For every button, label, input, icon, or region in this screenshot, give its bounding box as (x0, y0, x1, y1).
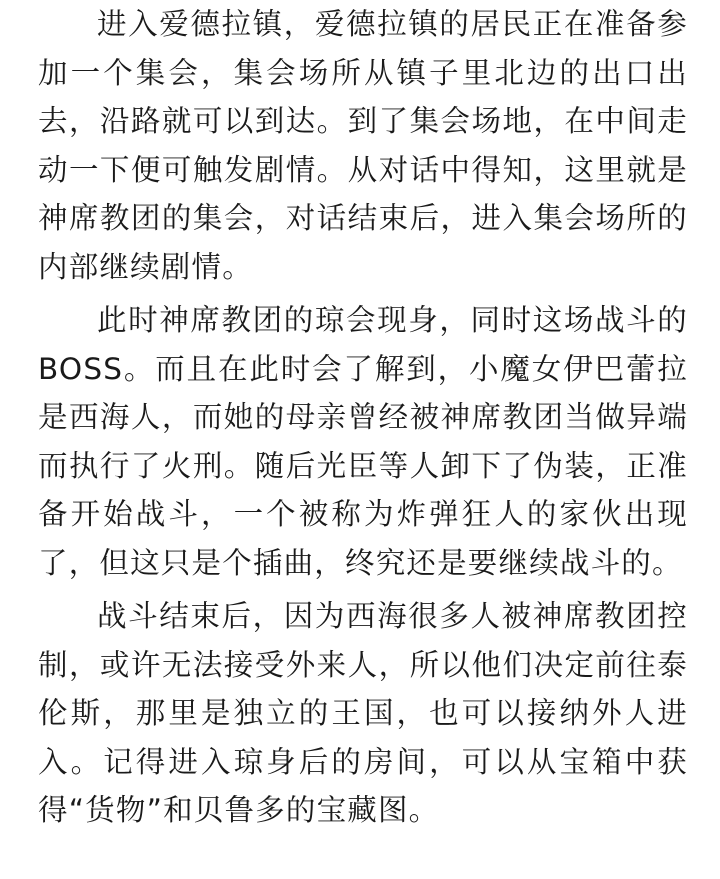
paragraph-enter-aidela-town: 进入爱德拉镇，爱德拉镇的居民正在准备参加一个集会，集会场所从镇子里北边的出口出去，沿路就可以到达。到了集会场地，在中间走动一下便可触发剧情。从对话中得知，这里就是神席教团的集会，对话结束后，进入集会场所的内部继续剧情。 (38, 7, 688, 284)
paragraph-after-battle: 战斗结束后，因为西海很多人被神席教团控制，或许无法接受外来人，所以他们决定前往泰伦斯，那里是独立的王国，也可以接纳外人进入。记得进入琼身后的房间，可以从宝箱中获得“货物”和贝鲁多的宝藏图。 (38, 599, 688, 827)
paragraph-boss-battle: 此时神席教团的琼会现身，同时这场战斗的BOSS。而且在此时会了解到，小魔女伊巴蕾拉是西海人，而她的母亲曾经被神席教团当做异端而执行了火刑。随后光臣等人卸下了伪装，正准备开始战斗，一个被称为炸弹狂人的家伙出现了，但这只是个插曲，终究还是要继续战斗的。 (38, 303, 688, 580)
article-body (38, 0, 688, 835)
